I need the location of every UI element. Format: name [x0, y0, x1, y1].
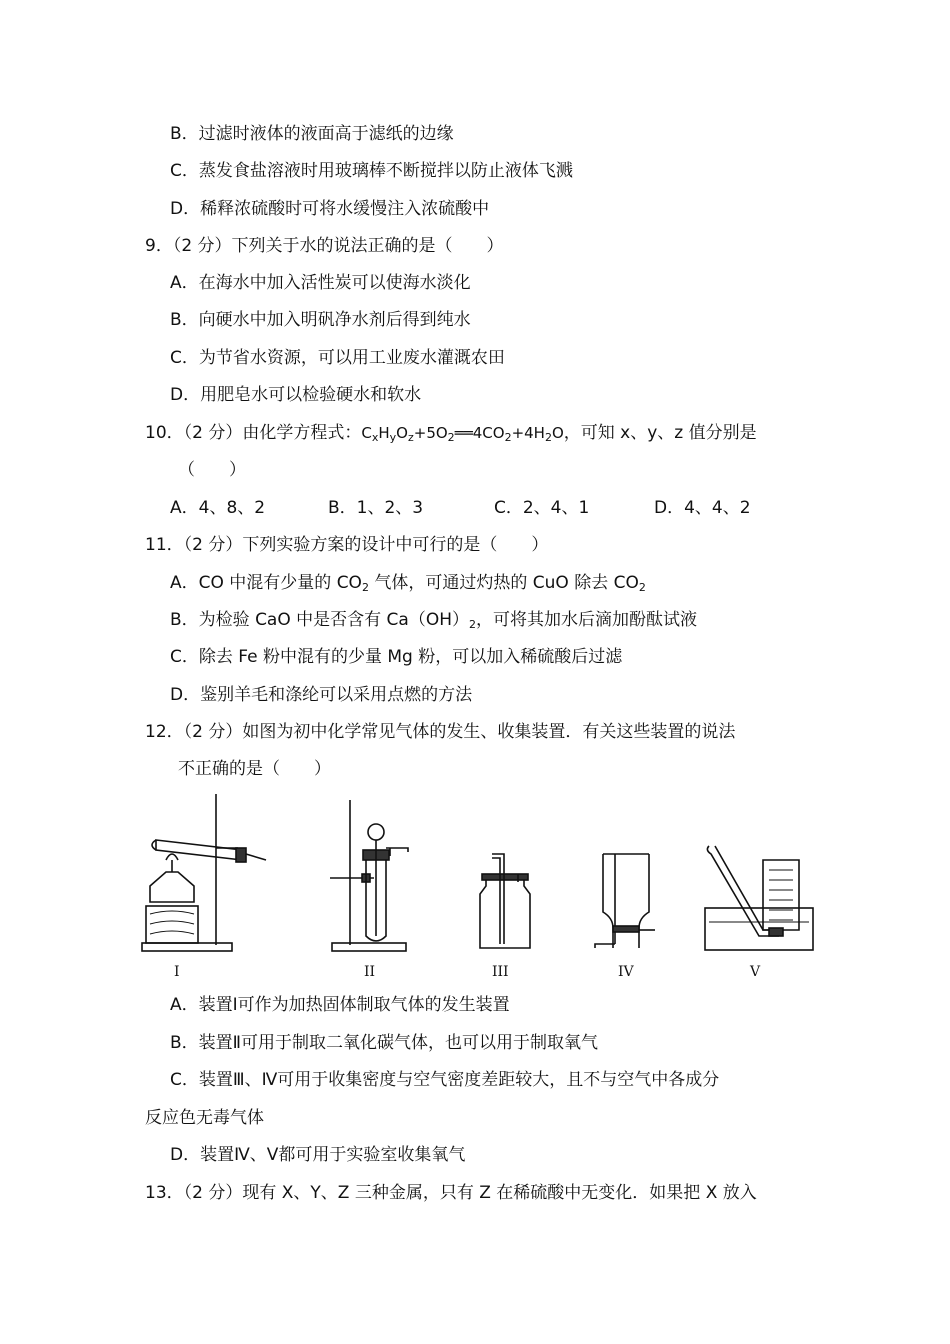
- apparatus-figure: [138, 790, 828, 982]
- q12-option-c-line1: C．装置Ⅲ、Ⅳ可用于收集密度与空气密度差距较大，且不与空气中各成分: [170, 1070, 720, 1090]
- q10-option-a: A．4、8、2: [170, 498, 266, 518]
- q10-stem: [145, 421, 757, 445]
- apparatus-label-iv: IV: [618, 964, 634, 980]
- q11-option-b-part1: B．为检验 CaO 中是否含有 Ca（OH）: [170, 610, 469, 630]
- q11-option-a-part2: 气体，可通过灼热的 CuO 除去 CO: [368, 573, 639, 593]
- q12-option-d: D．装置Ⅳ、Ⅴ都可用于实验室收集氧气: [170, 1145, 466, 1165]
- q11-option-d: D．鉴别羊毛和涤纶可以采用点燃的方法: [170, 685, 473, 705]
- q8-option-b: B．过滤时液体的液面高于滤纸的边缘: [170, 124, 454, 144]
- q11-option-a: A．CO 中混有少量的 $CO_2$ 气体，可通过灼热的 CuO 除去 $CO_2$: [170, 573, 646, 594]
- q9-stem: 9．（2 分）下列关于水的说法正确的是（ ）: [145, 236, 504, 256]
- q11-stem: 11．（2 分）下列实验方案的设计中可行的是（ ）: [145, 535, 549, 555]
- apparatus-v: [705, 846, 813, 950]
- apparatus-label-i: I: [174, 964, 180, 980]
- q11-option-c: C．除去 Fe 粉中混有的少量 Mg 粉，可以加入稀硫酸后过滤: [170, 647, 623, 667]
- q9-option-a: A．在海水中加入活性炭可以使海水淡化: [170, 273, 471, 293]
- q10-option-d: D．4、4、2: [654, 498, 751, 518]
- q8-option-c: C．蒸发食盐溶液时用玻璃棒不断搅拌以防止液体飞溅: [170, 161, 573, 181]
- apparatus-ii: [330, 800, 408, 951]
- q13-stem: 13．（2 分）现有 X、Y、Z 三种金属，只有 Z 在稀硫酸中无变化．如果把 X 放入: [145, 1183, 757, 1203]
- q10-option-b: B．1、2、3: [328, 498, 424, 518]
- q12-option-b: B．装置Ⅱ可用于制取二氧化碳气体，也可以用于制取氧气: [170, 1033, 599, 1053]
- q12-option-c-line2: 反应色无毒气体: [145, 1108, 264, 1128]
- apparatus-label-ii: II: [364, 964, 376, 980]
- apparatus-iii: [480, 854, 530, 948]
- q12-option-a: A．装置Ⅰ可作为加热固体制取气体的发生装置: [170, 995, 510, 1015]
- q11-option-b: B．为检验 CaO 中是否含有 $Ca(OH)_2$，可将其加水后滴加酚酞试液: [170, 610, 697, 631]
- q9-option-c: C．为节省水资源，可以用工业废水灌溉农田: [170, 348, 505, 368]
- q11-option-b-part2: ，可将其加水后滴加酚酞试液: [476, 610, 697, 630]
- apparatus-label-v: V: [750, 964, 761, 980]
- q10-stem-suffix: ，可知 x、y、z 值分别是: [563, 423, 757, 443]
- apparatus-i: [142, 794, 266, 951]
- chemical-equation: $C_xH_yO_z+5O_2══4CO_2+4H_2O$: [361, 424, 564, 444]
- q8-option-d: D．稀释浓硫酸时可将水缓慢注入浓硫酸中: [170, 199, 490, 219]
- q10-option-c: C．2、4、1: [494, 498, 590, 518]
- q11-option-a-part1: A．CO 中混有少量的 CO: [170, 573, 362, 593]
- q9-option-d: D．用肥皂水可以检验硬水和软水: [170, 385, 422, 405]
- apparatus-iv: [595, 854, 655, 948]
- q9-option-b: B．向硬水中加入明矾净水剂后得到纯水: [170, 310, 471, 330]
- q12-stem-line2: 不正确的是（ ）: [178, 759, 331, 779]
- apparatus-label-iii: III: [492, 964, 509, 980]
- q10-answer-paren: （ ）: [178, 460, 246, 480]
- q12-stem-line1: 12．（2 分）如图为初中化学常见气体的发生、收集装置．有关这些装置的说法: [145, 722, 736, 742]
- q10-stem-prefix: 10．（2 分）由化学方程式：: [145, 423, 362, 443]
